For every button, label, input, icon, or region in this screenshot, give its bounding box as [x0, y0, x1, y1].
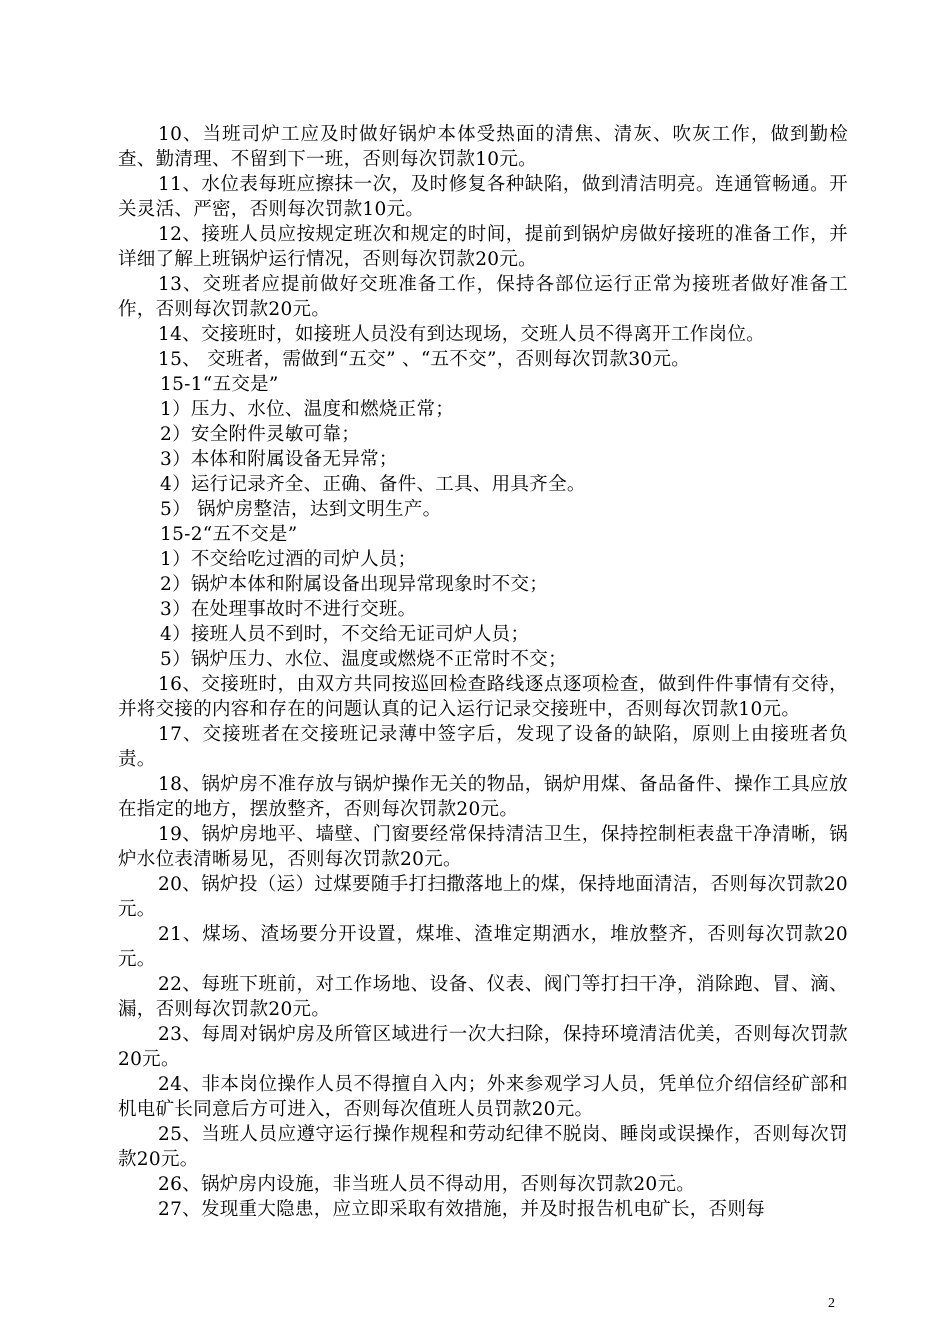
rule-paragraph: 14、交接班时，如接班人员没有到达现场，交班人员不得离开工作岗位。	[158, 324, 765, 345]
rule-paragraph: 22、每班下班前，对工作场地、设备、仪表、阀门等打扫干净，消除跑、冒、滴、漏，否则每次罚款20元。	[118, 974, 848, 1020]
rule-paragraph: 21、煤场、渣场要分开设置，煤堆、渣堆定期洒水，堆放整齐，否则每次罚款20元。	[118, 924, 848, 970]
rule-paragraph: 2）安全附件灵敏可靠；	[160, 424, 361, 445]
rule-paragraph: 11、水位表每班应擦抹一次，及时修复各种缺陷，做到清洁明亮。连通管畅通。开关灵活、严密，否则每次罚款10元。	[118, 174, 848, 220]
rule-paragraph: 4）运行记录齐全、正确、备件、工具、用具齐全。	[160, 474, 586, 495]
rule-paragraph: 5）锅炉压力、水位、温度或燃烧不正常时不交；	[160, 649, 567, 670]
rule-paragraph: 23、每周对锅炉房及所管区域进行一次大扫除，保持环境清洁优美，否则每次罚款20元。	[118, 1024, 848, 1070]
rule-paragraph: 5） 锅炉房整洁，达到文明生产。	[160, 499, 442, 520]
rule-paragraph: 26、锅炉房内设施，非当班人员不得动用，否则每次罚款20元。	[158, 1174, 696, 1195]
rule-paragraph: 2）锅炉本体和附属设备出现异常现象时不交；	[160, 574, 549, 595]
rule-paragraph: 12、接班人员应按规定班次和规定的时间，提前到锅炉房做好接班的准备工作，并详细了解上班锅炉运行情况，否则每次罚款20元。	[118, 224, 848, 270]
rule-paragraph: 19、锅炉房地平、墙壁、门窗要经常保持清洁卫生，保持控制柜表盘干净清晰，锅炉水位表清晰易见，否则每次罚款20元。	[118, 824, 848, 870]
rule-paragraph: 13、交班者应提前做好交班准备工作，保持各部位运行正常为接班者做好准备工作，否则每次罚款20元。	[118, 274, 848, 320]
rule-paragraph: 3）在处理事故时不进行交班。	[160, 599, 417, 620]
rule-paragraph: 10、当班司炉工应及时做好锅炉本体受热面的清焦、清灰、吹灰工作，做到勤检查、勤清理、不留到下一班，否则每次罚款10元。	[118, 124, 848, 170]
rule-paragraph: 3）本体和附属设备无异常；	[160, 449, 398, 470]
rule-paragraph: 16、交接班时，由双方共同按巡回检查路线逐点逐项检查，做到件件事情有交待，并将交接的内容和存在的问题认真的记入运行记录交接班中，否则每次罚款10元。	[118, 674, 848, 720]
rule-paragraph: 18、锅炉房不准存放与锅炉操作无关的物品，锅炉用煤、备品备件、操作工具应放在指定的地方，摆放整齐，否则每次罚款20元。	[118, 774, 848, 820]
rule-paragraph: 20、锅炉投（运）过煤要随手打扫撒落地上的煤，保持地面清洁，否则每次罚款20元。	[118, 874, 848, 920]
rule-paragraph: 24、非本岗位操作人员不得擅自入内；外来参观学习人员，凭单位介绍信经矿部和机电矿长同意后方可进入，否则每次值班人员罚款20元。	[118, 1074, 848, 1120]
page-number: 2	[828, 1296, 835, 1311]
rule-paragraph: 17、交接班者在交接班记录薄中签字后，发现了设备的缺陷，原则上由接班者负责。	[118, 724, 848, 770]
rule-paragraph: 4）接班人员不到时，不交给无证司炉人员；	[160, 624, 530, 645]
rule-paragraph: 1）压力、水位、温度和燃烧正常；	[160, 399, 455, 420]
rule-paragraph: 15、 交班者，需做到“五交” 、“五不交”，否则每次罚款30元。	[158, 349, 691, 370]
document-body	[118, 122, 848, 1222]
rule-paragraph: 15-2“五不交是”	[160, 524, 298, 545]
rule-paragraph: 25、当班人员应遵守运行操作规程和劳动纪律不脱岗、睡岗或误操作，否则每次罚款20元。	[118, 1124, 848, 1170]
rule-paragraph: 15-1“五交是”	[160, 374, 279, 395]
rule-paragraph: 1）不交给吃过酒的司炉人员；	[160, 549, 417, 570]
rule-paragraph: 27、发现重大隐患，应立即采取有效措施，并及时报告机电矿长，否则每	[158, 1199, 765, 1220]
